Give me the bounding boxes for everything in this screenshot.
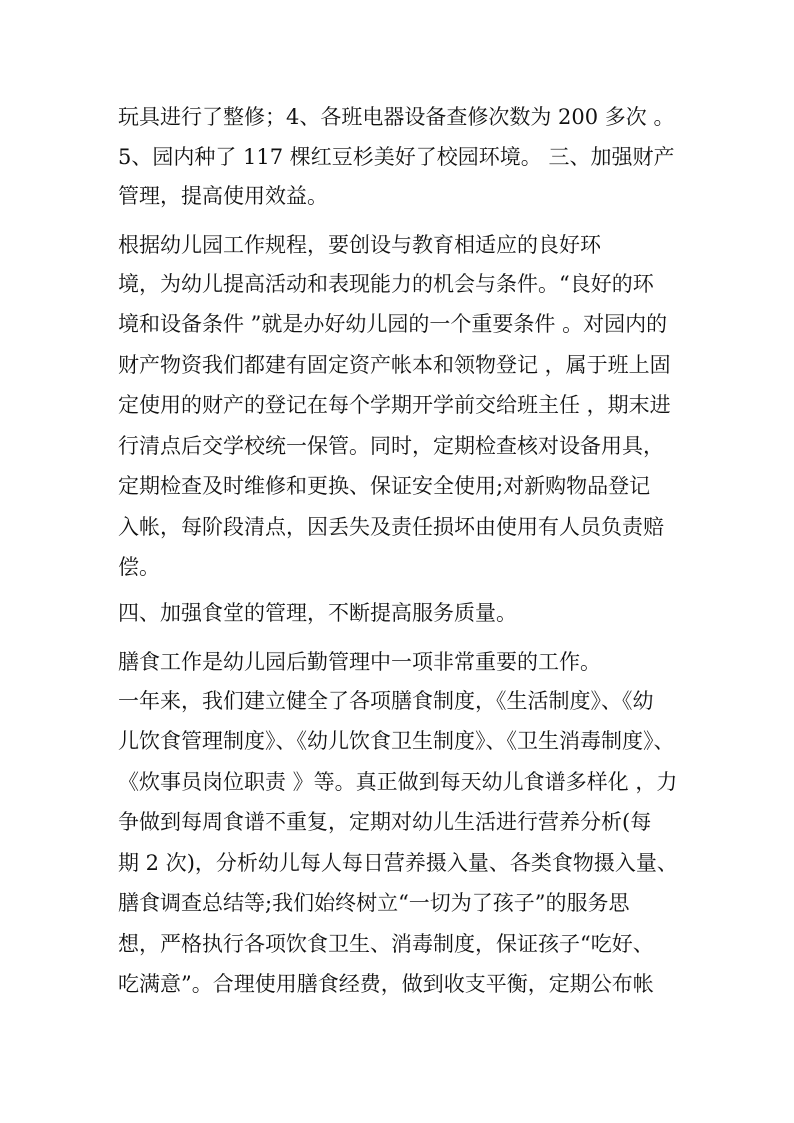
text-line: 入帐，每阶段清点，因丢失及责任损坏由使用有人员负责赔	[118, 515, 664, 539]
text-line: 想，严格执行各项饮食卫生、消毒制度，保证孩子“吃好、	[118, 932, 654, 956]
text-line: 5、园内种了 117 棵红豆杉美好了校园环境。 三、加强财产	[118, 145, 675, 169]
text-line: 境和设备条件 ”就是办好幼儿园的一个重要条件 。对园内的	[118, 312, 668, 336]
text-line: 儿饮食管理制度》、《幼儿饮食卫生制度》、《卫生消毒制度》、	[118, 729, 675, 753]
text-line: 四、加强食堂的管理，不断提高服务质量。	[118, 601, 517, 625]
text-line: 根据幼儿园工作规程，要创设与教育相适应的良好环	[118, 233, 601, 257]
text-line: 偿。	[118, 555, 160, 579]
text-line: 管理，提高使用效益。	[118, 184, 328, 208]
text-line: 一年来，我们建立健全了各项膳食制度，《生活制度》、《幼	[118, 689, 654, 713]
text-line: 吃满意”。合理使用膳食经费，做到收支平衡，定期公布帐	[118, 972, 654, 996]
text-line: 争做到每周食谱不重复，定期对幼儿生活进行营养分析(每	[118, 810, 652, 834]
text-line: 定期检查及时维修和更换、保证安全使用;对新购物品登记	[118, 474, 651, 498]
text-line: 行清点后交学校统一保管。同时，定期检查核对设备用具，	[118, 434, 664, 458]
text-line: 玩具进行了整修；4、各班电器设备查修次数为 200 多次 。	[118, 105, 675, 129]
text-line: 境，为幼儿提高活动和表现能力的机会与条件。“良好的环	[118, 272, 654, 296]
text-line: 财产物资我们都建有固定资产帐本和领物登记 ，属于班上固	[118, 353, 671, 377]
text-line: 《炊事员岗位职责 》等。真正做到每天幼儿食谱多样化 ，力	[118, 770, 678, 794]
text-line: 定使用的财产的登记在每个学期开学前交给班主任 ，期末进	[118, 393, 671, 417]
text-line: 期 2 次)，分析幼儿每人每日营养摄入量、各类食物摄入量、	[118, 851, 678, 875]
text-line: 膳食工作是幼儿园后勤管理中一项非常重要的工作。	[118, 650, 601, 674]
text-line: 膳食调查总结等;我们始终树立“一切为了孩子”的服务思	[118, 891, 630, 915]
